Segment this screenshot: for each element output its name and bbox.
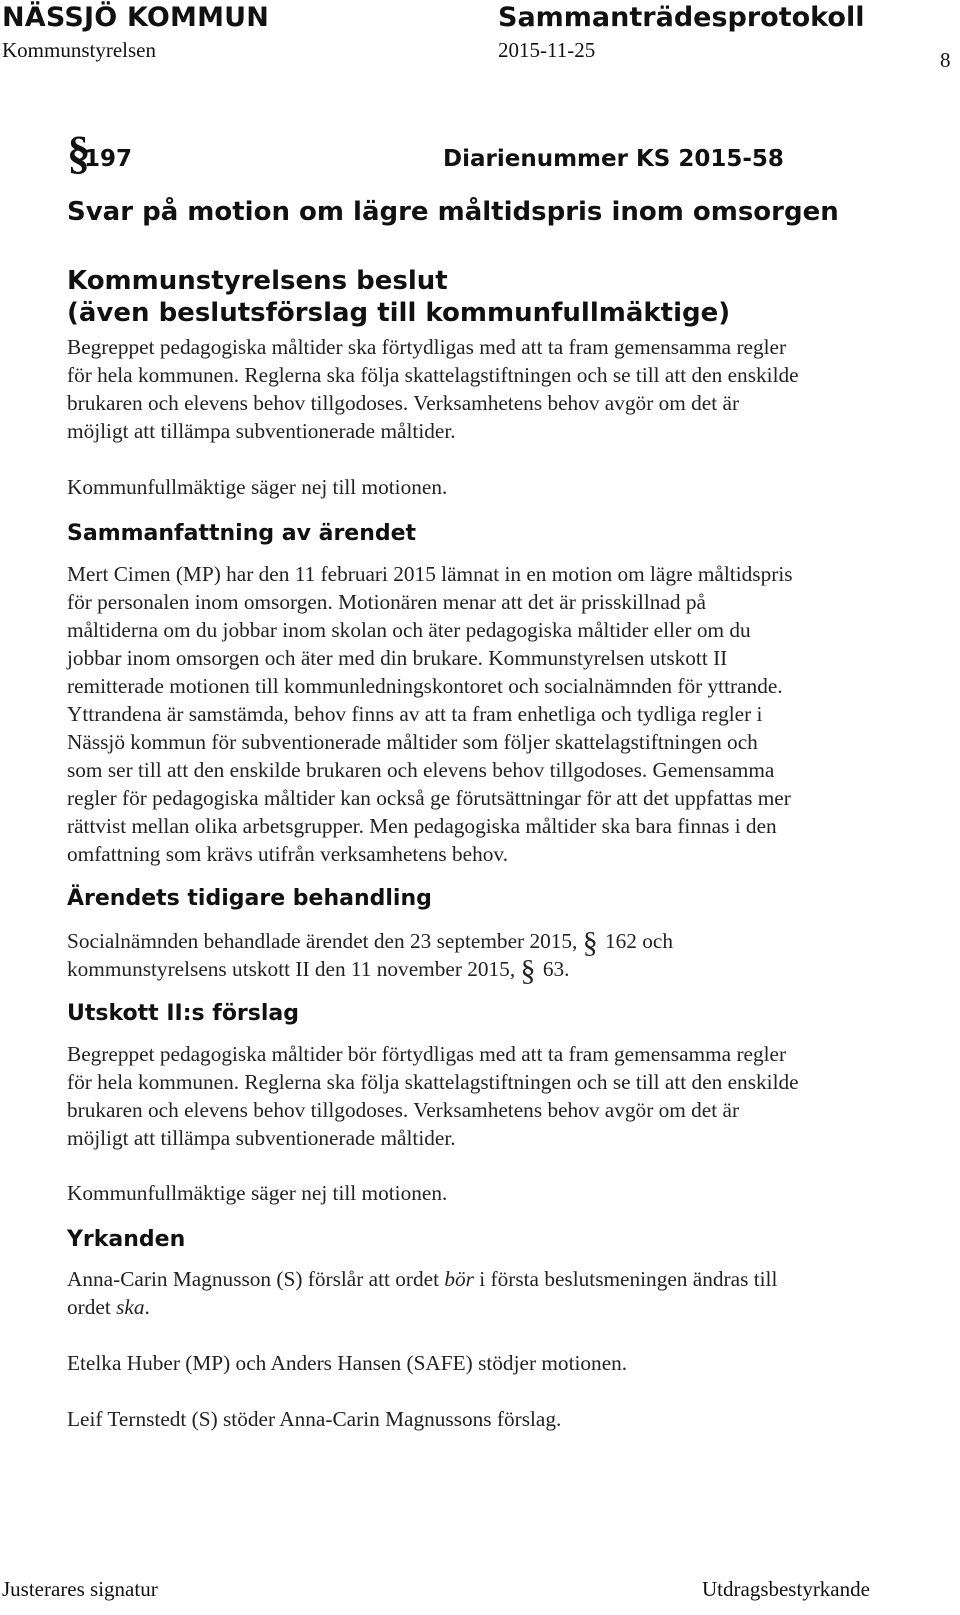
text-line — [67, 1265, 927, 1293]
summary-heading: Sammanfattning av ärendet — [67, 521, 417, 546]
text-line: brukaren och elevens behov tillgodoses. Verksamhetens behov avgör om det är — [67, 1098, 740, 1122]
text-line: som ser till att den enskilde brukaren och elevens behov tillgodoses. Gemensamma — [67, 758, 775, 782]
section-title: Svar på motion om lägre måltidspris inom omsorgen — [67, 197, 839, 227]
decision-heading: Kommunstyrelsens beslut — [67, 266, 448, 296]
history-heading: Ärendets tidigare behandling — [67, 886, 432, 911]
text-line: omfattning som krävs utifrån verksamhetens behov. — [67, 842, 509, 866]
decision-subheading: (även beslutsförslag till kommunfullmäktige) — [67, 298, 731, 328]
diary-number: Diarienummer KS 2015-58 — [443, 146, 784, 172]
text-line: för hela kommunen. Reglerna ska följa skattelagstiftningen och se till att den enskilde — [67, 1070, 799, 1094]
footer-signature-label: Justerares signatur — [2, 1577, 158, 1601]
page-number: 8 — [940, 48, 951, 72]
motion-text-part: i första beslutsmeningen ändras till — [473, 1267, 778, 1291]
text-line: måltiderna om du jobbar inom skolan och äter pedagogiska måltider eller om du — [67, 618, 751, 642]
history-text-part: Socialnämnden behandlade ärendet den 23 september 2015, — [67, 929, 578, 953]
text-line: Nässjö kommun för subventionerade måltider som följer skattelagstiftningen och — [67, 730, 758, 754]
department-name: Kommunstyrelsen — [2, 38, 156, 62]
motion-anna-carin — [67, 1265, 927, 1321]
motion-text-part: . — [144, 1295, 150, 1319]
text-line — [67, 1293, 927, 1321]
motion-text-part: ordet — [67, 1295, 117, 1319]
motions-heading: Yrkanden — [67, 1227, 186, 1252]
text-line: remitterade motionen till kommunledningskontoret och socialnämnden för yttrande. — [67, 674, 783, 698]
text-line: Mert Cimen (MP) har den 11 februari 2015 lämnat in en motion om lägre måltidspris — [67, 562, 793, 586]
paragraph-sign: § — [67, 127, 91, 179]
text-line: för hela kommunen. Reglerna ska följa skattelagstiftningen och se till att den enskilde — [67, 363, 799, 387]
emphasis-word: ska — [116, 1295, 145, 1319]
history-text — [67, 925, 927, 987]
motion-leif: Leif Ternstedt (S) stöder Anna-Carin Magnussons förslag. — [67, 1407, 562, 1431]
committee-text — [67, 1040, 927, 1152]
footer-extract-label: Utdragsbestyrkande — [702, 1577, 870, 1601]
organization-name: NÄSSJÖ KOMMUN — [2, 2, 270, 33]
document-type: Sammanträdesprotokoll — [498, 2, 865, 33]
history-text-part: 162 och — [599, 929, 674, 953]
decision-closing: Kommunfullmäktige säger nej till motionen. — [67, 475, 448, 499]
text-line: Begreppet pedagogiska måltider bör förtydligas med att ta fram gemensamma regler — [67, 1042, 787, 1066]
history-text-part: kommunstyrelsens utskott II den 11 november 2015, — [67, 957, 516, 981]
committee-closing: Kommunfullmäktige säger nej till motionen. — [67, 1181, 448, 1205]
committee-heading: Utskott II:s förslag — [67, 1001, 300, 1026]
summary-text — [67, 560, 927, 868]
decision-text — [67, 333, 927, 445]
section-number: 197 — [84, 146, 133, 172]
text-line: rättvist mellan olika arbetsgrupper. Men pedagogiska måltider ska bara finnas i den — [67, 814, 777, 838]
text-line — [67, 925, 927, 959]
text-line: möjligt att tillämpa subventionerade måltider. — [67, 419, 456, 443]
text-line — [67, 953, 927, 987]
meeting-date: 2015-11-25 — [498, 38, 596, 62]
emphasis-word: bör — [444, 1267, 474, 1291]
history-text-part: 63. — [537, 957, 570, 981]
motion-support: Etelka Huber (MP) och Anders Hansen (SAFE) stödjer motionen. — [67, 1351, 628, 1375]
text-line: för personalen inom omsorgen. Motionären menar att det är prisskillnad på — [67, 590, 706, 614]
text-line: regler för pedagogiska måltider kan också ge förutsättningar för att det uppfattas mer — [67, 786, 791, 810]
paragraph-sign: § — [582, 926, 598, 959]
text-line: jobbar inom omsorgen och äter med din brukare. Kommunstyrelsen utskott II — [67, 646, 728, 670]
text-line: Yttrandena är samstämda, behov finns av att ta fram enhetliga och tydliga regler i — [67, 702, 763, 726]
text-line: möjligt att tillämpa subventionerade måltider. — [67, 1126, 456, 1150]
paragraph-sign: § — [520, 954, 536, 987]
motion-text-part: Anna-Carin Magnusson (S) förslår att ordet — [67, 1267, 445, 1291]
text-line: Begreppet pedagogiska måltider ska förtydligas med att ta fram gemensamma regler — [67, 335, 787, 359]
text-line: brukaren och elevens behov tillgodoses. Verksamhetens behov avgör om det är — [67, 391, 740, 415]
